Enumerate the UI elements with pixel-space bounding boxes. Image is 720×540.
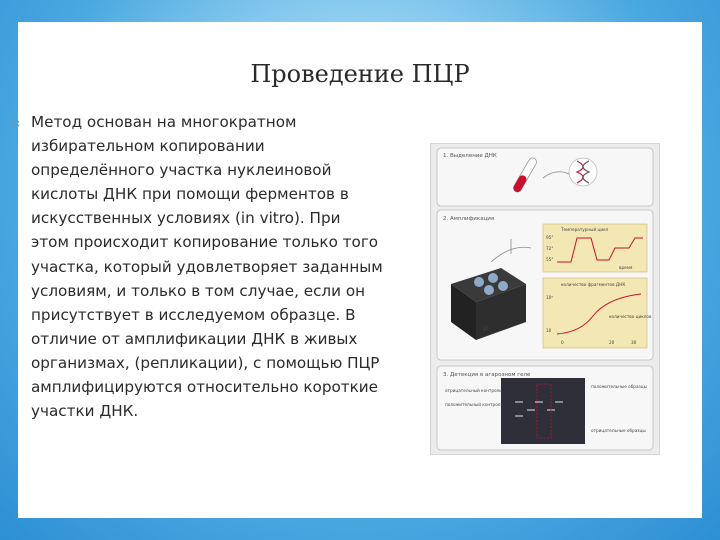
xtick-20: 20 (609, 340, 615, 345)
negative-samples-label: отрицательные образцы (591, 428, 646, 433)
positive-samples-label: положительные образцы (591, 384, 647, 389)
machine-logo: ДТ (483, 326, 489, 331)
gel-image (501, 378, 585, 444)
bullet-icon: ✱ (10, 117, 21, 131)
pcr-process-figure (430, 143, 660, 455)
negative-control-label: отрицательный контроль (445, 388, 502, 393)
tick-1e9: 10⁹ (546, 295, 554, 300)
slide-title: Проведение ПЦР (250, 60, 470, 88)
temperature-chart-xlabel: время (619, 265, 633, 270)
step2-label: 2. Амплификация (443, 216, 495, 222)
tick-95: 95° (546, 235, 554, 240)
tick-10: 10 (546, 328, 552, 333)
positive-control-label: положительный контроль (445, 402, 503, 407)
step1-label: 1. Выделение ДНК (443, 153, 497, 159)
tick-55: 55° (546, 257, 554, 262)
xtick-30: 30 (631, 340, 637, 345)
tick-72: 72° (546, 246, 554, 251)
amplification-chart-title: количество фрагментов ДНК (561, 282, 626, 287)
step3-label: 3. Детекция в агарозном геле (443, 372, 531, 378)
dna-helix-icon (569, 158, 597, 186)
amplification-chart-xlabel: количество циклов (609, 314, 652, 319)
slide-body-text: Метод основан на многократном избирательном копировании определённого участка нуклеиновой кислоты ДНК при помощи ферментов в искусственных условиях (in vitro). При этом происходит копирование только того участка, который удовлетворяет заданным условиям, и только в том случае, если он присутствует в исследуемом образце. В отличие от амплификации ДНК в живых организмах, (репликации), с помощью ПЦР амплифицируются относительно короткие участки ДНК. (31, 113, 383, 421)
pcr-diagram (431, 144, 659, 454)
xtick-0: 0 (561, 340, 564, 345)
temperature-chart-title: Температурный цикл (561, 227, 609, 232)
